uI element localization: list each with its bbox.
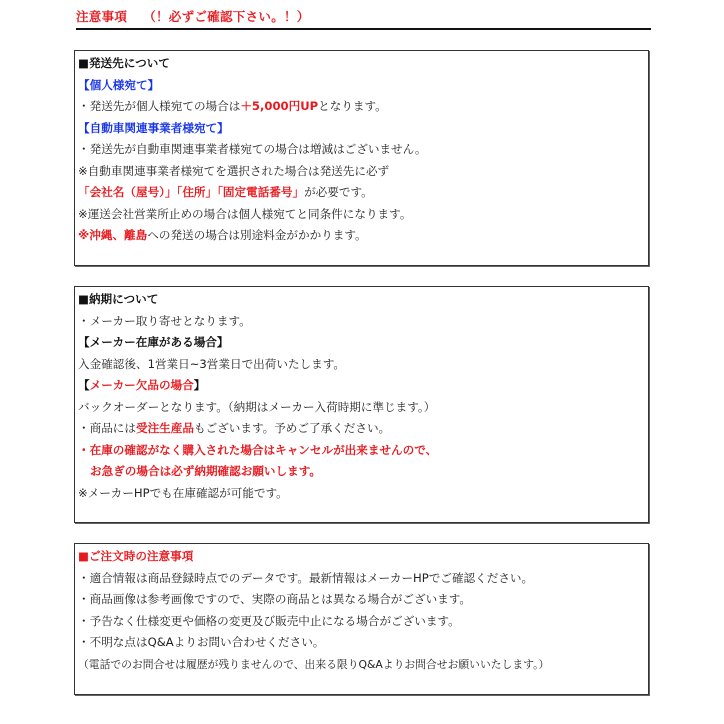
individual-text-post: となります。 — [318, 99, 387, 113]
order-note-item: ・予告なく仕様変更や価格の変更及び販売中止になる場合がございます。 — [78, 613, 460, 628]
made-to-order-post: もございます。予めご了承ください。 — [193, 421, 391, 435]
remote-suffix: への発送の場合は別途料金がかかります。 — [147, 228, 367, 242]
made-to-order-highlight: 受注生産品 — [135, 421, 194, 435]
out-of-stock-label-line — [78, 375, 648, 397]
in-stock-label: 【メーカー在庫がある場合】 — [78, 335, 229, 349]
out-of-stock-label: メーカー欠品の場合 — [89, 378, 194, 392]
cancel-warning-1: ・在庫の確認がなく購入された場合はキャンセルが出来ませんので、 — [78, 442, 438, 457]
order-note-item: ・不明な点はQ&Aよりお問い合わせください。 — [78, 635, 325, 649]
cancel-warning-2: お急ぎの場合は必ず納期確認お願いします。 — [90, 464, 321, 478]
bracket-close: 】 — [193, 378, 206, 392]
bracket-open: 【 — [78, 378, 90, 392]
shipping-section — [74, 50, 649, 266]
made-to-order-pre: ・商品には — [78, 421, 136, 435]
required-suffix: が必要です。 — [304, 185, 373, 199]
delivery-heading: ■納期について — [78, 292, 159, 306]
business-note: ※自動車関連事業者様宛てを選択された場合は発送先に必ず — [78, 163, 390, 178]
order-note-item: ・適合情報は商品登録時点でのデータです。最新情報はメーカーHPでご確認ください。 — [78, 570, 534, 585]
title-main: 注意事項 — [76, 9, 128, 24]
individual-surcharge: ＋5,000円UP — [240, 99, 319, 113]
order-notes-heading: ■ご注文時の注意事項 — [78, 549, 194, 563]
required-fields-line — [78, 182, 648, 204]
required-fields: 「会社名（屋号）」「住所」「固定電話番号」 — [78, 185, 305, 199]
backorder-text: バックオーダーとなります。（納期はメーカー入荷時期に準じます。） — [78, 399, 436, 414]
made-to-order-line — [78, 418, 648, 440]
page-title — [76, 8, 651, 30]
shipping-heading: ■発送先について — [78, 56, 170, 70]
individual-label: 【個人様宛て】 — [78, 77, 160, 92]
delivery-section — [74, 286, 649, 523]
depot-note: ※運送会社営業所止めの場合は個人様宛てと同条件になります。 — [78, 206, 412, 221]
remote-line — [78, 225, 648, 247]
maker-hp-note: ※メーカーHPでも在庫確認が可能です。 — [78, 485, 288, 500]
in-stock-text: 入金確認後、1営業日~3営業日で出荷いたします。 — [78, 356, 346, 371]
phone-note: （電話でのお問合せは履歴が残りませんので、出来る限りQ&Aよりお問合せお願いいたします。） — [78, 657, 550, 671]
business-label: 【自動車関連事業者様宛て】 — [78, 120, 229, 135]
business-text: ・発送先が自動車関連事業者様宛ての場合は増減はございません。 — [78, 142, 427, 156]
individual-text — [78, 96, 648, 118]
order-note-item: ・商品画像は参考画像ですので、実際の商品とは異なる場合がございます。 — [78, 592, 472, 606]
individual-text-pre: ・発送先が個人様宛ての場合は — [78, 99, 241, 113]
remote-prefix: ※沖縄、離島 — [78, 228, 148, 242]
title-sub: （！必ずご確認下さい。！） — [143, 9, 310, 24]
order-notes-section — [74, 543, 649, 695]
order-note: ・メーカー取り寄せとなります。 — [78, 313, 251, 328]
